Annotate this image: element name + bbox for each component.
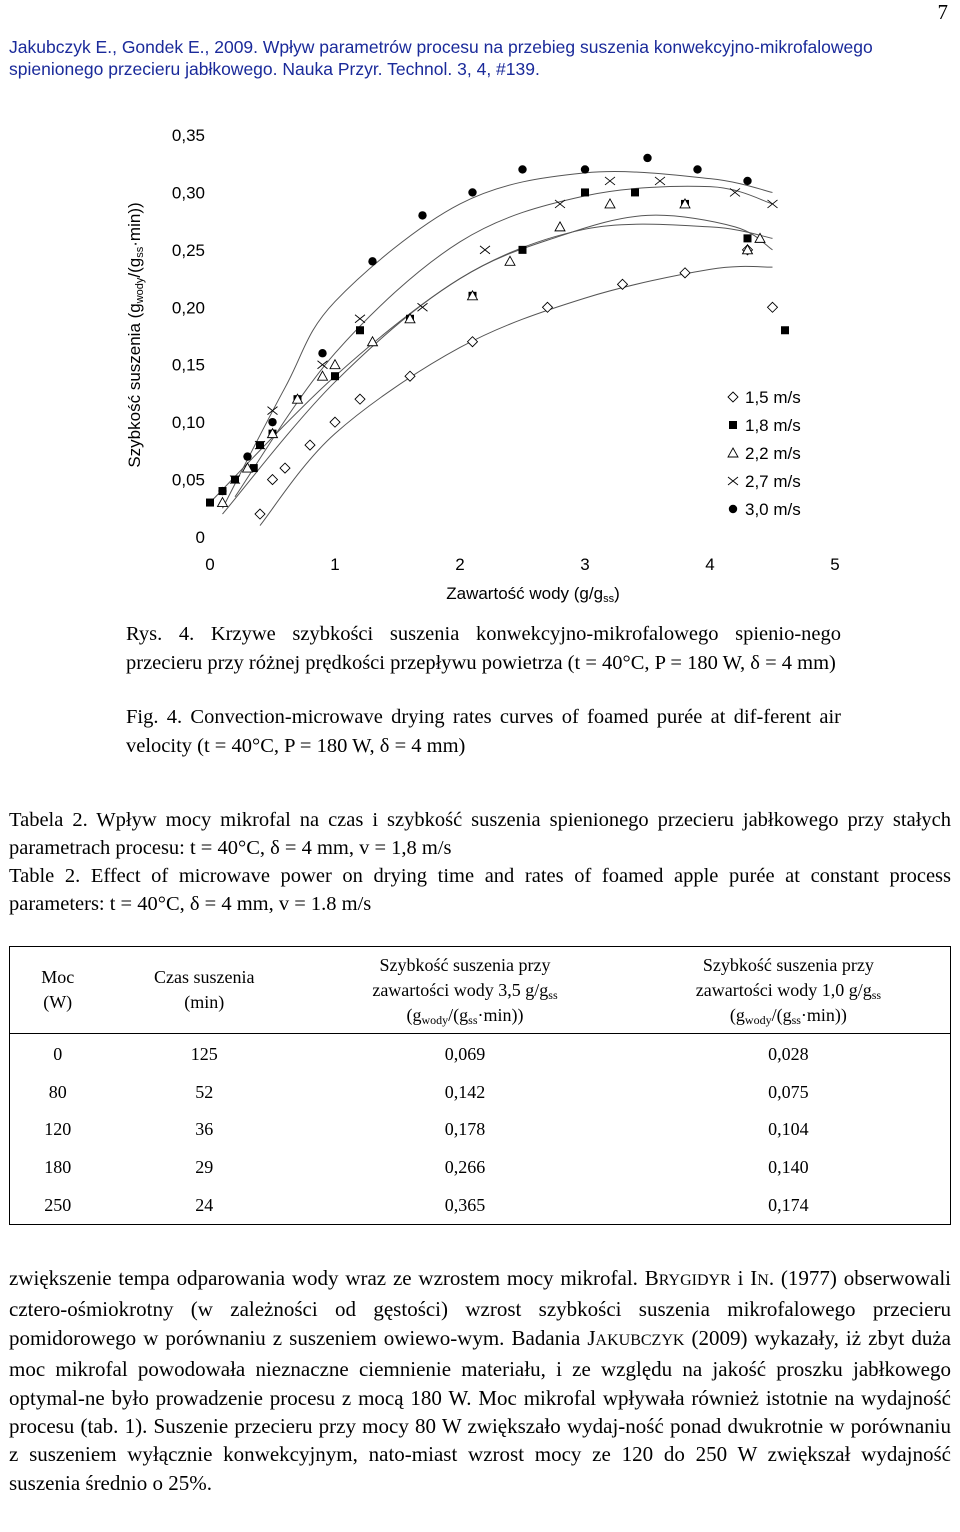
data-point	[243, 452, 251, 460]
table-cell: 180	[44, 1157, 72, 1178]
data-point	[418, 211, 426, 219]
figure-caption-pl: Rys. 4. Krzywe szybkości suszenia konwekcyjno-mikrofalowego spienio-nego przecieru przy różnej prędkości przepływu powietrza (t = 40°C, P = 180 W, δ = 4 mm)	[126, 623, 841, 674]
y-tick-label: 0,15	[171, 355, 205, 375]
legend-label: 1,8 m/s	[745, 416, 801, 435]
header-rate-1-0: Szybkość suszenia przy zawartości wody 1,0 $g/g_{ss}$ $(g_{wody}/(g_{ss}\cdot\min))$	[627, 947, 951, 1034]
table-cell: 0,028	[768, 1044, 809, 1065]
x-tick-label: 0	[205, 555, 215, 574]
table-cell: 29	[195, 1157, 214, 1178]
results-table	[9, 946, 951, 1225]
data-point	[605, 199, 615, 208]
table-cell: 0,104	[768, 1119, 809, 1140]
legend-marker	[728, 392, 738, 402]
body-paragraph: zwiększenie tempa odparowania wody wraz ze wzrostem mocy mikrofal. BRYGIDYR i IN. (1977) obserwowali cztero-ośmiokrotny (w zależności od gęstości) wzrost szybkości suszenia mikrofalowego przecieru pomidorowego w porównaniu z suszeniem owiewo-wym. Badania JAKUBCZYK (2009) wykazały, iż zbyt duża moc mikrofal powodowała nieznaczne ciemnienie materiału, i ze względu na jakość proszku jabłkowego optymal-ne było prowadzenie procesu z mocą 180 W. Moc mikrofal wpływała również istotnie na wydajność procesu (tab. 1). Suszenie przecieru przy mocy 80 W zwiększało wydaj-ność ponad dwukrotnie w porównaniu z suszeniem wyłącznie konwekcyjnym, nato-miast wzrost mocy ze 120 do 250 W zwiększał wydajność suszenia średnio o 25%.	[9, 1266, 952, 1495]
data-point	[505, 256, 515, 265]
data-point	[581, 188, 589, 196]
citation-header	[9, 36, 954, 80]
data-point	[555, 222, 565, 231]
data-point	[305, 440, 315, 450]
y-axis-label: Szybkość suszenia (gwody/(gss·min))	[125, 202, 146, 468]
data-point	[693, 165, 701, 173]
page-number: 7	[937, 0, 948, 24]
header-power: Moc (W)	[10, 947, 106, 1034]
table-caption-pl: Tabela 2. Wpływ mocy mikrofal na czas i szybkość suszenia spienionego przecieru jabłkowego przy stałych parametrach procesu: t = 40°C, δ = 4 mm, v = 1,8 m/s	[9, 809, 951, 859]
table-cell: 0,178	[444, 1119, 486, 1140]
data-point	[356, 326, 364, 334]
y-tick-label: 0	[195, 528, 205, 547]
y-tick-label: 0,30	[171, 183, 205, 203]
data-point	[330, 417, 340, 427]
fit-curve	[223, 224, 773, 514]
data-point	[468, 337, 478, 347]
data-point	[519, 246, 527, 254]
data-point	[218, 487, 226, 495]
legend-label: 3,0 m/s	[745, 500, 801, 519]
data-point	[643, 154, 651, 162]
table-row	[10, 1186, 951, 1224]
y-tick-label: 0,10	[171, 413, 205, 433]
data-point	[768, 200, 778, 208]
citation-line-2: spienionego przecieru jabłkowego. Nauka Przyr. Technol. 3, 4, #139.	[9, 59, 540, 79]
table-cell: 36	[195, 1119, 214, 1140]
table-cell: 0,142	[444, 1081, 486, 1102]
table-row	[10, 1149, 951, 1187]
data-point	[618, 279, 628, 289]
data-point	[581, 165, 589, 173]
legend-marker	[729, 505, 737, 513]
legend-label: 2,2 m/s	[745, 444, 801, 463]
figure-caption-en: Fig. 4. Convection-microwave drying rates curves of foamed purée at dif-ferent air velocity (t = 40°C, P = 180 W, δ = 4 mm)	[126, 706, 841, 757]
legend-label: 2,7 m/s	[745, 472, 801, 491]
x-tick-label: 4	[705, 555, 715, 574]
fit-curve	[260, 266, 773, 525]
data-point	[480, 246, 490, 254]
data-point	[280, 463, 290, 473]
table-cell: 0,365	[444, 1194, 486, 1215]
table-header-row	[10, 947, 951, 1034]
legend-marker	[729, 421, 737, 429]
data-point	[355, 315, 365, 323]
table-cell: 0,140	[768, 1157, 809, 1178]
table-cell: 0,069	[444, 1044, 486, 1065]
data-point	[355, 394, 365, 404]
data-point	[555, 200, 565, 208]
y-tick-label: 0,20	[171, 298, 205, 318]
data-point	[268, 407, 278, 415]
drying-rate-chart	[0, 115, 900, 615]
chart-svg	[0, 115, 900, 610]
table-row	[10, 1074, 951, 1112]
table-cell: 125	[190, 1044, 218, 1065]
data-point	[680, 268, 690, 278]
x-tick-label: 1	[330, 555, 340, 574]
x-tick-label: 2	[455, 555, 465, 574]
fit-curve	[210, 215, 773, 502]
x-tick-label: 5	[830, 555, 840, 574]
table-cell: 52	[195, 1081, 214, 1102]
table-row	[10, 1111, 951, 1149]
legend-marker	[728, 477, 738, 485]
table-cell: 0,266	[444, 1157, 486, 1178]
data-point	[331, 372, 339, 380]
data-point	[268, 475, 278, 485]
table-cell: 120	[44, 1119, 72, 1140]
data-point	[268, 418, 276, 426]
y-tick-label: 0,25	[171, 240, 205, 260]
legend-marker	[728, 448, 738, 457]
header-rate-3-5: Szybkość suszenia przy zawartości wody 3,5 $g/g_{ss}$ $(g_{wody}/(g_{ss}\cdot\min))$	[303, 947, 627, 1034]
data-point	[730, 188, 740, 196]
y-tick-label: 0,05	[171, 470, 205, 490]
legend-label: 1,5 m/s	[745, 388, 801, 407]
table-cell: 250	[44, 1194, 72, 1215]
data-point	[255, 509, 265, 519]
data-point	[318, 349, 326, 357]
data-point	[518, 165, 526, 173]
table-caption-en: Table 2. Effect of microwave power on drying time and rates of foamed apple purée at constant process parameters: t = 40°C, δ = 4 mm, v = 1.8 m/s	[9, 865, 951, 915]
data-point	[655, 177, 665, 185]
x-tick-label: 3	[580, 555, 590, 574]
fit-curve	[235, 186, 773, 497]
data-point	[768, 302, 778, 312]
y-tick-label: 0,35	[171, 126, 205, 145]
table-cell: 0,174	[768, 1194, 809, 1215]
table-row	[10, 1034, 951, 1074]
citation-line-1: Jakubczyk E., Gondek E., 2009. Wpływ parametrów procesu na przebieg suszenia konwekcyjno-mikrofalowego	[9, 37, 873, 57]
table-cell: 0,075	[768, 1081, 809, 1102]
table-cell: 80	[48, 1081, 67, 1102]
data-point	[744, 234, 752, 242]
data-point	[631, 188, 639, 196]
data-point	[368, 257, 376, 265]
x-axis-label: Zawartość wody (g/gss)	[446, 584, 620, 605]
data-point	[781, 326, 789, 334]
data-point	[468, 188, 476, 196]
table-cell: 0	[53, 1044, 63, 1065]
data-point	[605, 177, 615, 185]
data-point	[743, 177, 751, 185]
data-point	[543, 302, 553, 312]
data-point	[330, 360, 340, 369]
data-point	[206, 499, 214, 507]
table-cell: 24	[195, 1194, 214, 1215]
header-time: Czas suszenia (min)	[105, 947, 303, 1034]
